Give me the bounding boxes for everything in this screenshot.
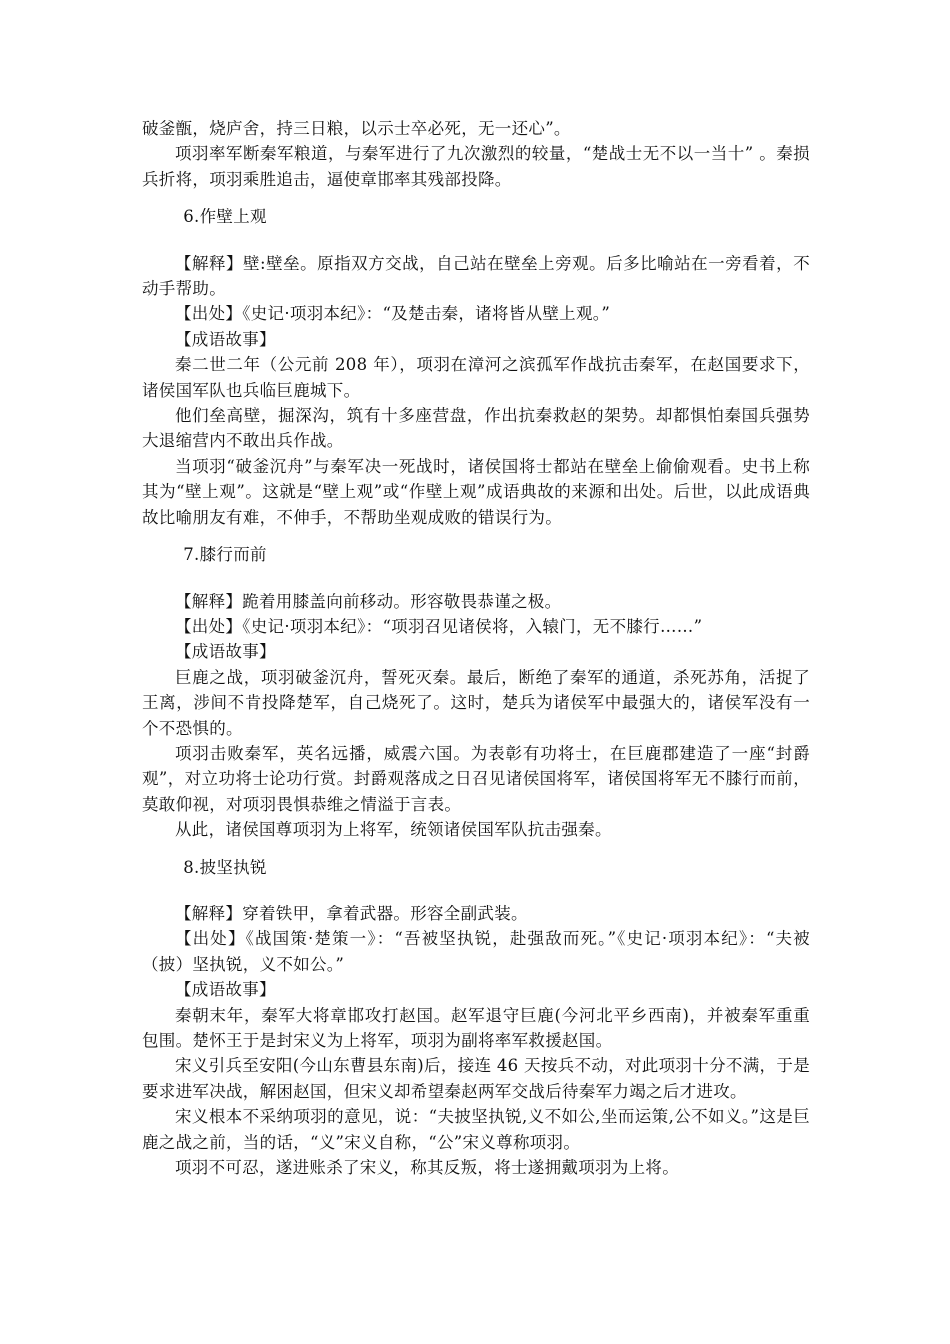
section-heading: 8.披坚执锐 (183, 857, 267, 877)
paragraph: 宋义根本不采纳项羽的意见，说：“夫披坚执锐,义不如公,坐而运策,公不如义。”这是巨鹿之战之前，当的话，“义”宋义自称，“公”宋义尊称项羽。 (142, 1107, 810, 1152)
paragraph: 项羽击败秦军，英名远播，威震六国。为表彰有功将士，在巨鹿郡建造了一座“封爵观”，对立功将士论功行赏。封爵观落成之日召见诸侯国将军，诸侯国将军无不膝行而前，莫敢仰视，对项羽畏惧恭维之情溢于言表。 (142, 743, 810, 814)
paragraph: 从此，诸侯国尊项羽为上将军，统领诸侯国军队抗击强秦。 (175, 820, 612, 840)
paragraph: 当项羽“破釜沉舟”与秦军决一死战时，诸侯国将士都站在壁垒上偷偷观看。史书上称其为“壁上观”。这就是“壁上观”或“作壁上观”成语典故的来源和出处。后世，以此成语典故比喻朋友有难，不伸手，不帮助坐观成败的错误行为。 (142, 456, 810, 527)
paragraph: 【解释】壁:壁垒。原指双方交战，自己站在壁垒上旁观。后多比喻站在一旁看着，不动手帮助。 (142, 253, 810, 299)
paragraph: 破釜甑，烧庐舍，持三日粮，以示士卒必死，无一还心”。 (142, 119, 571, 138)
paragraph: 【解释】跪着用膝盖向前移动。形容敬畏恭谨之极。 (175, 591, 562, 611)
paragraph: 【出处】《史记·项羽本纪》：“项羽召见诸侯将，入辕门，无不膝行……” (175, 616, 703, 636)
story-tag: 【成语故事】 (175, 329, 276, 349)
section-heading: 6.作壁上观 (183, 207, 267, 227)
document-body (142, 116, 810, 1180)
paragraph: 巨鹿之战，项羽破釜沉舟，誓死灭秦。最后，断绝了秦军的通道，杀死苏角，活捉了王离，涉间不肯投降楚军，自己烧死了。这时，楚兵为诸侯军中最强大的，诸侯军没有一个不恐惧的。 (142, 667, 810, 738)
section-heading: 7.膝行而前 (183, 545, 267, 565)
paragraph: 秦朝末年，秦军大将章邯攻打赵国。赵军退守巨鹿(今河北平乡西南)，并被秦军重重包围。楚怀王于是封宋义为上将军，项羽为副将率军救援赵国。 (142, 1005, 810, 1050)
story-tag: 【成语故事】 (175, 980, 276, 1000)
story-tag: 【成语故事】 (175, 642, 276, 662)
paragraph: 宋义引兵至安阳(今山东曹县东南)后，接连 46 天按兵不动，对此项羽十分不满，于是要求进军决战，解困赵国，但宋义却希望秦赵两军交战后待秦军力竭之后才进攻。 (142, 1056, 810, 1101)
paragraph: 项羽率军断秦军粮道，与秦军进行了九次激烈的较量，“楚战士无不以一当十” 。秦损兵折将，项羽乘胜追击，逼使章邯率其残部投降。 (142, 144, 810, 189)
paragraph: 他们垒高壁，掘深沟，筑有十多座营盘，作出抗秦救赵的架势。却都惧怕秦国兵强势大退缩营内不敢出兵作战。 (142, 406, 810, 451)
paragraph: 【出处】《史记·项羽本纪》：“及楚击秦，诸将皆从壁上观。” (175, 304, 611, 324)
paragraph: 【解释】穿着铁甲，拿着武器。形容全副武装。 (175, 903, 528, 923)
paragraph: 项羽不可忍，遂进账杀了宋义，称其反叛，将士遂拥戴项羽为上将。 (175, 1158, 679, 1178)
paragraph: 【出处】《战国策·楚策一》：“吾被坚执锐，赴强敌而死。”《史记·项羽本纪》：“夫被（披）坚执锐，义不如公。” (142, 929, 810, 974)
paragraph: 秦二世二年（公元前 208 年），项羽在漳河之滨孤军作战抗击秦军，在赵国要求下，诸侯国军队也兵临巨鹿城下。 (142, 355, 810, 400)
